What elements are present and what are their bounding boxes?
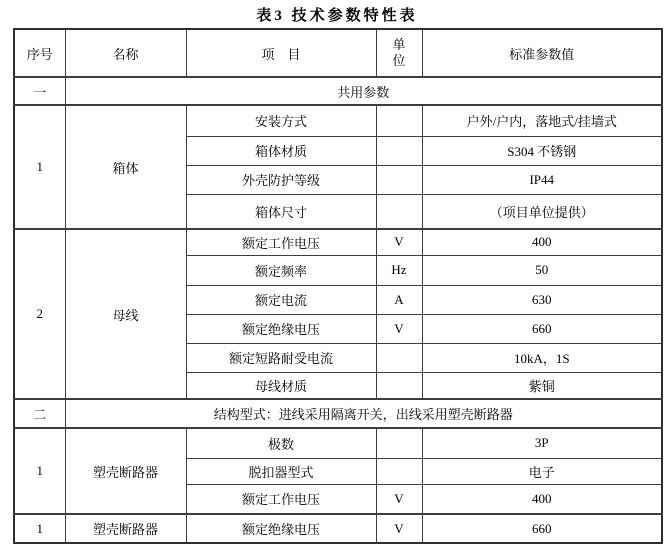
cell-serial: 2	[14, 229, 65, 399]
col-header-value: 标准参数值	[422, 29, 662, 77]
cell-item: 安装方式	[186, 105, 376, 136]
cell-unit	[376, 372, 422, 399]
table-row	[14, 105, 662, 136]
cell-value: S304 不锈钢	[422, 136, 662, 165]
col-header-name: 名称	[65, 29, 186, 77]
col-header-unit-label: 单位	[392, 36, 406, 68]
cell-value: （项目单位提供）	[422, 194, 662, 229]
section-row-structure	[14, 399, 662, 428]
cell-item: 箱体材质	[186, 136, 376, 165]
cell-serial: 一	[14, 77, 65, 105]
cell-unit: Hz	[376, 255, 422, 285]
spec-table	[13, 28, 663, 544]
cell-unit	[376, 165, 422, 194]
cell-item: 额定绝缘电压	[186, 514, 376, 543]
cell-item: 额定电流	[186, 285, 376, 314]
col-header-item: 项 目	[186, 29, 376, 77]
cell-item: 额定频率	[186, 255, 376, 285]
cell-item: 额定短路耐受电流	[186, 343, 376, 372]
cell-name: 塑壳断路器	[65, 428, 186, 514]
cell-value: 400	[422, 484, 662, 514]
cell-unit: V	[376, 314, 422, 343]
cell-serial: 1	[14, 514, 65, 543]
cell-value: IP44	[422, 165, 662, 194]
cell-name: 箱体	[65, 105, 186, 229]
table-row	[14, 514, 662, 543]
cell-value: 400	[422, 229, 662, 255]
cell-value: 紫铜	[422, 372, 662, 399]
cell-unit	[376, 194, 422, 229]
cell-serial: 二	[14, 399, 65, 428]
cell-unit: V	[376, 229, 422, 255]
cell-unit	[376, 105, 422, 136]
cell-value: 户外/户内，落地式/挂墙式	[422, 105, 662, 136]
cell-unit	[376, 343, 422, 372]
cell-item: 母线材质	[186, 372, 376, 399]
cell-value: 10kA，1S	[422, 343, 662, 372]
cell-item: 极数	[186, 428, 376, 458]
cell-value: 3P	[422, 428, 662, 458]
cell-value: 630	[422, 285, 662, 314]
cell-item: 额定工作电压	[186, 484, 376, 514]
cell-unit: A	[376, 285, 422, 314]
cell-name: 塑壳断路器	[65, 514, 186, 543]
cell-item: 外壳防护等级	[186, 165, 376, 194]
table-title: 表3 技术参数特性表	[256, 8, 418, 24]
cell-section-title: 结构型式：进线采用隔离开关，出线采用塑壳断路器	[65, 399, 662, 428]
cell-item: 额定工作电压	[186, 229, 376, 255]
cell-section-title: 共用参数	[65, 77, 662, 105]
cell-item: 脱扣器型式	[186, 458, 376, 484]
table-row	[14, 428, 662, 458]
cell-unit: V	[376, 514, 422, 543]
cell-unit	[376, 136, 422, 165]
cell-unit	[376, 428, 422, 458]
table-header-row	[14, 29, 662, 77]
col-header-unit	[376, 29, 422, 77]
table-row	[14, 229, 662, 255]
cell-item: 额定绝缘电压	[186, 314, 376, 343]
cell-item: 箱体尺寸	[186, 194, 376, 229]
cell-serial: 1	[14, 105, 65, 229]
cell-value: 电子	[422, 458, 662, 484]
cell-value: 660	[422, 314, 662, 343]
cell-value: 50	[422, 255, 662, 285]
col-header-serial: 序号	[14, 29, 65, 77]
cell-unit	[376, 458, 422, 484]
cell-name: 母线	[65, 229, 186, 399]
cell-value: 660	[422, 514, 662, 543]
cell-serial: 1	[14, 428, 65, 514]
section-row-common	[14, 77, 662, 105]
cell-unit: V	[376, 484, 422, 514]
